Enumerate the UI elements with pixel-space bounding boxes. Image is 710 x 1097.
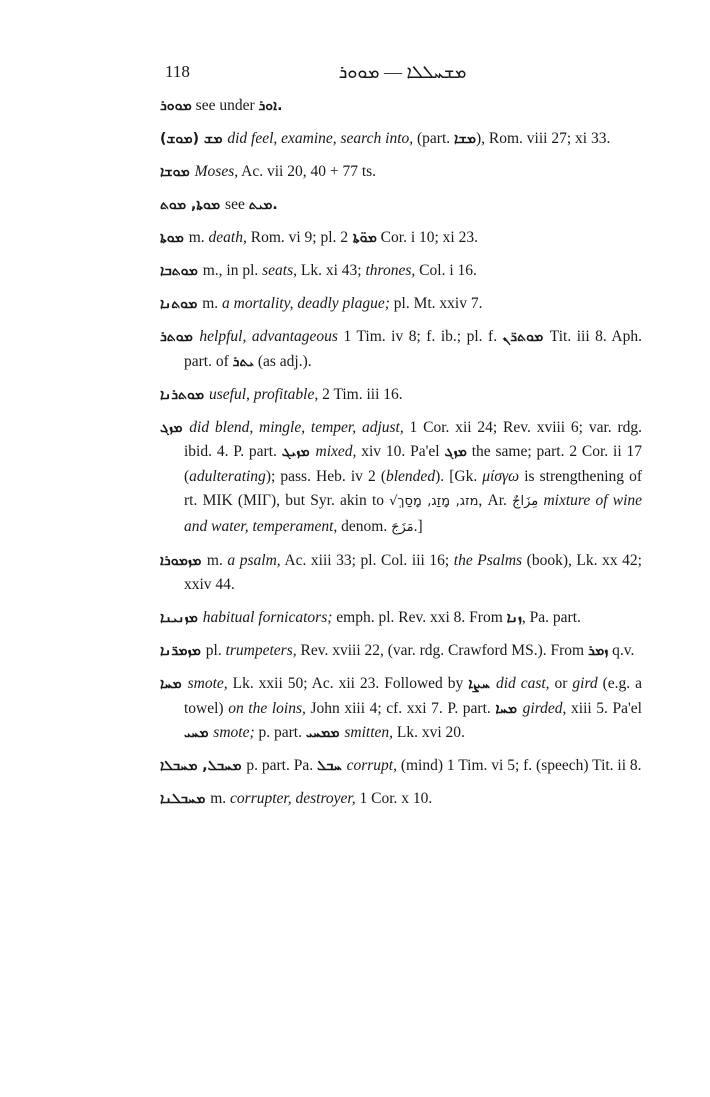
syriac-word: ܚܨܐ <box>468 676 496 692</box>
entry-text: Ac. vii 20, 40 + 77 ts. <box>238 163 377 180</box>
entry-text: see <box>225 196 249 213</box>
gloss-italic: corrupt, <box>346 757 397 774</box>
syriac-word: ܡܫܐ <box>454 131 476 147</box>
entry-text: , Pa. part. <box>521 609 581 626</box>
syriac-word: ܡܙܡܪ̈ܢܐ <box>160 643 206 659</box>
entry-text: 1 Cor. xii 24; Rev. xviii 6; var. rdg. ibid. 4. P. part. <box>184 418 642 460</box>
gloss-italic: smote; <box>213 724 255 741</box>
syriac-word: ܚܒܠ <box>316 758 347 774</box>
gloss-italic: on the loins, <box>228 699 306 717</box>
gloss-italic: a mortality, deadly plague; <box>222 295 390 312</box>
syriac-word: ܡܘܬܪܢܐ <box>160 386 209 403</box>
page-number: 118 <box>165 62 190 81</box>
gloss-italic: a psalm, <box>227 551 281 569</box>
dictionary-entry <box>160 672 642 746</box>
entry-text: denom. <box>337 517 392 535</box>
entry-text: m., in pl. <box>202 262 263 279</box>
gloss-italic: did blend, mingle, temper, adjust, <box>189 418 404 436</box>
syriac-word: (ܡܘܫ) <box>160 131 204 147</box>
entry-text: John xiii 4; cf. xxi 7. P. part. <box>305 699 496 717</box>
greek-word: μίσγω <box>482 467 520 485</box>
gloss-italic: the Psalms <box>453 551 523 569</box>
syriac-word: ܡܝܬ. <box>248 197 278 213</box>
syriac-word: ܡܙܓ <box>444 444 467 460</box>
entry-text: p. part. <box>254 724 306 741</box>
entry-text: .] <box>413 517 423 535</box>
syriac-word: ܡܘܬܐ <box>160 230 189 246</box>
dictionary-entry <box>160 160 642 185</box>
syriac-word: ܡܙܝܓ <box>281 444 316 460</box>
dictionary-entry <box>160 416 642 541</box>
syriac-word: ܡܙܢܝܢܐ <box>160 610 203 626</box>
entry-text: ); pass. Heb. iv 2 ( <box>265 467 386 485</box>
gloss-italic: mixed, <box>315 443 357 460</box>
dictionary-entry <box>160 292 642 317</box>
gloss-italic: gird <box>572 675 598 692</box>
syriac-word: ܐܘܪ. <box>258 98 283 114</box>
entry-text: p. part. Pa. <box>246 757 317 774</box>
dictionary-entry <box>160 754 642 779</box>
syriac-word: ܙܡܪ <box>587 643 609 659</box>
dictionary-entry <box>160 325 642 374</box>
entry-text: (part. <box>413 130 455 147</box>
dictionary-entry <box>160 787 642 812</box>
entry-text: m. <box>210 790 231 807</box>
hebrew-arabic-word: مِزَاجٌ <box>512 494 539 509</box>
gloss-italic: useful, profitable, <box>209 385 319 403</box>
syriac-word: ܡܚܐ <box>160 676 188 692</box>
gloss-italic: Moses, <box>194 163 239 180</box>
dictionary-entry <box>160 549 642 598</box>
entry-text: 2 Cor. i 10; xi 23. <box>340 229 478 246</box>
entry-text: Lk. xvi 20. <box>393 724 465 741</box>
entry-text: Col. i 16. <box>415 262 477 279</box>
entry-text: ). [Gk. <box>435 467 483 485</box>
entry-text: the same; part. 2 Cor. ii 17 ( <box>184 443 642 485</box>
entry-list <box>160 94 642 820</box>
entry-text: is strengthening of rt. MIK (ΜΙΓ), but Syr. akin to <box>184 467 643 509</box>
entry-text: , Ar. <box>478 492 513 509</box>
gloss-italic: girded, <box>522 699 567 717</box>
syriac-word: ܡܚܐ <box>495 700 523 717</box>
entry-text: q.v. <box>608 642 635 659</box>
syriac-word: ܡܘܬܢܐ <box>160 296 203 312</box>
syriac-word: ܡܙܓ <box>160 419 190 436</box>
entry-text: m. <box>202 295 222 312</box>
entry-text: pl. <box>205 642 226 659</box>
syriac-word: ܡܫ <box>203 131 228 147</box>
syriac-word: ܡܙܡܘܪܐ <box>160 552 207 569</box>
gloss-italic: habitual fornicators; <box>202 609 333 626</box>
page-header <box>165 62 640 92</box>
dictionary-entry <box>160 193 642 218</box>
syriac-word: ܡܚܝ <box>184 725 214 741</box>
entry-text: pl. Mt. xxiv 7. <box>389 295 483 312</box>
syriac-word: ܡܘ̈ܬܐ <box>348 230 377 246</box>
syriac-word: ܡܘܬܒܐ <box>160 263 203 279</box>
dictionary-entry <box>160 127 642 152</box>
gloss-italic: helpful, advantageous <box>199 328 338 345</box>
gloss-italic: seats, <box>262 262 298 279</box>
gloss-italic: thrones, <box>365 262 416 279</box>
gloss-italic: death, <box>208 229 247 246</box>
syriac-word: ܙܢܐ <box>506 610 522 626</box>
dictionary-entry <box>160 639 642 664</box>
dictionary-entry <box>160 606 642 631</box>
entry-text: ), Rom. viii 27; xi 33. <box>475 130 611 147</box>
syriac-word: ܡܘܬܪ <box>160 329 200 345</box>
entry-text: xiii 5. Pa'el <box>566 699 642 717</box>
gloss-italic: trumpeters, <box>225 642 297 659</box>
gloss-italic: smitten, <box>344 724 394 741</box>
entry-text: (e.g. a towel) <box>184 675 643 717</box>
entry-text: Rom. vi 9; pl. <box>246 229 341 246</box>
entry-text: 1 Tim. iv 8; f. ib.; pl. f. <box>337 328 503 345</box>
syriac-word: ܡܘܫܐ <box>160 164 195 180</box>
gloss-italic: corrupter, destroyer, <box>230 790 356 807</box>
syriac-word: ܡܡܚܝ <box>305 725 345 741</box>
syriac-word: ܡܘܘܪ <box>160 98 192 114</box>
syriac-word: ܡܘܬܪ̈ܢ <box>502 329 550 345</box>
entry-text: Tit. iii 8. Aph. part. of <box>184 328 642 370</box>
gloss-italic: mixture of wine and water, temperament, <box>184 492 643 535</box>
entry-text: 2 Tim. iii 16. <box>318 385 403 403</box>
entry-text: emph. pl. Rev. xxi 8. From <box>332 609 507 626</box>
dictionary-entry <box>160 259 642 284</box>
entry-text: (as adj.). <box>253 352 312 370</box>
entry-text: m. <box>188 229 209 246</box>
hebrew-arabic-word: مَزَجَ <box>391 519 414 535</box>
gloss-italic: blended <box>386 467 436 485</box>
gloss-italic: did feel, examine, search into, <box>227 130 414 147</box>
entry-text: (mind) 1 Tim. vi 5; f. (speech) Tit. ii 8. <box>396 757 642 774</box>
entry-text: 1 Cor. x 10. <box>355 790 433 807</box>
hebrew-arabic-word: √מזג, מָזַג, מָסַךְ <box>389 494 479 509</box>
entry-text: Ac. xiii 33; pl. Col. iii 16; <box>280 551 454 569</box>
entry-text: Lk. xi 43; <box>297 262 366 279</box>
dictionary-entry <box>160 226 642 251</box>
running-title: ܡܫܚܠܠܐ — ܡܘܘܪ <box>338 62 467 82</box>
dictionary-entry <box>160 94 642 119</box>
gloss-italic: adulterating <box>189 467 266 485</box>
entry-text: (book), Lk. xx 42; xxiv 44. <box>184 551 642 593</box>
syriac-word: ܡܚܒܠܢܐ <box>160 791 211 807</box>
entry-text: see under <box>191 97 259 114</box>
syriac-word: ܝܬܪ <box>232 353 254 370</box>
syriac-word: ܡܚܒܠ, ܡܚܒܠܐ <box>160 758 247 774</box>
entry-text: m. <box>206 551 228 569</box>
gloss-italic: smote, <box>187 675 228 692</box>
dictionary-entry <box>160 383 642 408</box>
syriac-word: ܡܘܬܐ, ܡܘܬ <box>160 197 226 213</box>
entry-text: or <box>549 675 573 692</box>
gloss-italic: did cast, <box>495 675 550 692</box>
entry-text: Rev. xviii 22, (var. rdg. Crawford MS.). From <box>296 642 588 659</box>
entry-text: Lk. xxii 50; Ac. xii 23. Followed by <box>227 675 469 692</box>
entry-text: xiv 10. Pa'el <box>356 443 445 460</box>
